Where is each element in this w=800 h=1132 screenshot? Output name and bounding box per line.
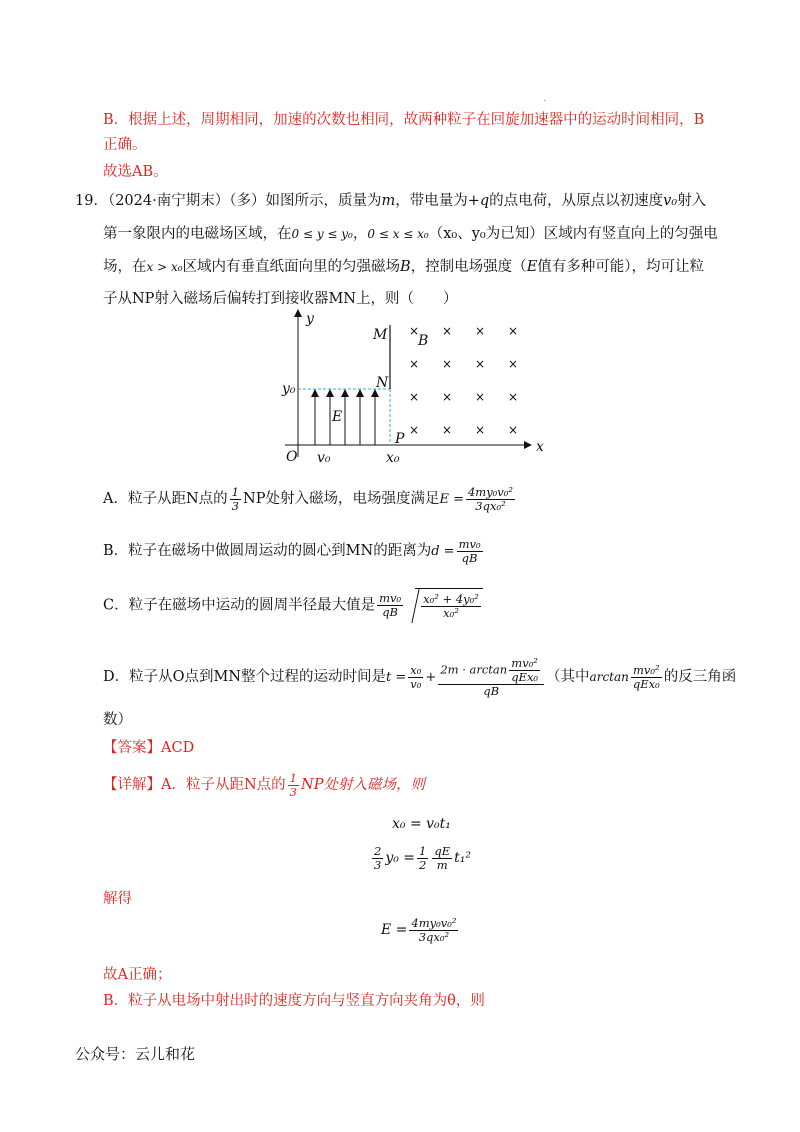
stem-line3c: ，控制电场强度（ — [410, 259, 527, 275]
frac-den: v₀ — [410, 676, 422, 691]
var-E: E — [526, 259, 538, 275]
eq2-frac-lhs — [372, 845, 383, 872]
stem-line3a: 场，在 — [103, 259, 147, 275]
var-B: B — [400, 259, 411, 275]
option-c-frac — [377, 592, 403, 619]
frac-den: 3qx₀² — [418, 929, 450, 944]
frac-den: 3 — [374, 857, 382, 872]
frac-num: x₀ — [410, 662, 422, 677]
prev-answer-line1: B．根据上述，周期相同，加速的次数也相同，故两种粒子在回旋加速器中的运动时间相同，B — [103, 112, 705, 128]
cross: × — [409, 390, 420, 404]
solve-label: 解得 — [103, 891, 132, 907]
page-mark: · — [543, 96, 547, 107]
cross: × — [409, 324, 420, 338]
frac-num: 4my₀v₀² — [467, 484, 514, 499]
stem-line3b: 区域内有垂直纸面向里的匀强磁场 — [182, 259, 401, 275]
frac-num: 1 — [231, 484, 239, 499]
cross: × — [409, 357, 420, 371]
option-a-frac — [230, 486, 241, 513]
frac-num: mv₀ — [458, 536, 481, 551]
stem-line3d: 值有多种可能），均可让粒 — [537, 259, 705, 275]
detail-b-line: B．粒子从电场中射出时的速度方向与竖直方向夹角为θ，则 — [103, 993, 485, 1009]
cross: × — [442, 423, 453, 437]
frac-den: 3 — [231, 498, 239, 513]
cond-y: 0 ≤ y ≤ y₀ — [291, 227, 353, 241]
option-d-frac1 — [408, 664, 423, 691]
stem-rest1b: 射入 — [677, 193, 707, 209]
option-b-eq-frac — [457, 538, 483, 565]
frac-den: qEx₀ — [511, 669, 539, 684]
var-v0: v₀ — [663, 193, 678, 209]
frac-num: mv₀ — [379, 591, 402, 605]
prev-answer-conclusion: 故选AB。 — [103, 164, 168, 180]
eq2-t: t₁² — [454, 850, 471, 866]
eq2-frac-half — [417, 845, 428, 872]
frac-den: qB — [483, 683, 500, 698]
frac-den: 3qx₀² — [475, 498, 506, 513]
frac-den: qB — [382, 605, 398, 619]
var-q: q — [479, 193, 490, 209]
cross: × — [475, 390, 486, 404]
question-number: 19． — [75, 193, 108, 209]
var-m: m — [381, 193, 396, 209]
option-d-frac2 — [438, 657, 544, 698]
eq2-frac-qe — [432, 845, 452, 872]
option-b-text: B．粒子在磁场中做圆周运动的圆心到MN的距离为 — [103, 543, 432, 559]
label-N: N — [376, 375, 389, 391]
detail-line-a — [103, 770, 425, 800]
cross: × — [475, 357, 486, 371]
frac-den: 3 — [289, 784, 297, 799]
label-x0: x₀ — [386, 450, 400, 466]
label-B: B — [418, 333, 429, 349]
label-E: E — [332, 409, 343, 425]
cross: × — [442, 324, 453, 338]
frac-num: mv₀² — [509, 657, 540, 671]
equation-1: x₀ = v₀t₁ — [392, 816, 451, 832]
cross: × — [442, 357, 453, 371]
option-c-text: C．粒子在磁场中运动的圆周半径最大值是 — [103, 597, 376, 614]
eq3-lhs: E = — [381, 922, 408, 938]
cross: × — [508, 390, 519, 404]
label-P: P — [395, 431, 405, 447]
cross: × — [508, 357, 519, 371]
cross: × — [508, 423, 519, 437]
question-stem-line2 — [103, 224, 718, 244]
label-M: M — [373, 327, 388, 343]
cross: × — [475, 423, 486, 437]
question-source: （2024·南宁期末）（多）如图所示，质量为 — [107, 193, 382, 209]
label-x-axis: x — [536, 439, 544, 455]
option-a — [103, 484, 517, 515]
frac-num: 1 — [289, 770, 297, 785]
frac-num: 1 — [419, 843, 427, 858]
option-d-note-b: 的反三角函 — [663, 669, 737, 685]
option-a-mid: NP处射入磁场，电场强度满足 — [243, 491, 440, 507]
option-c-sqrt — [415, 588, 483, 623]
option-d-note-arctan: arctan — [589, 670, 629, 684]
cross: × — [442, 390, 453, 404]
field-diagram — [270, 305, 560, 470]
option-b — [103, 536, 485, 567]
answer-label: 【答案】ACD — [103, 740, 195, 756]
frac-num: mv₀² — [631, 664, 662, 678]
frac-num: 2 — [374, 843, 382, 858]
detail-a-end: NP处射入磁场，则 — [301, 777, 425, 793]
equation-2 — [370, 843, 471, 873]
equation-3 — [381, 913, 460, 947]
option-a-text: A．粒子从距N点的 — [103, 491, 228, 507]
frac-den: 2 — [419, 857, 427, 872]
option-d-note-frac — [631, 664, 662, 691]
frac-num: x₀² + 4y₀² — [423, 591, 479, 606]
field-arrows — [315, 393, 375, 445]
option-d — [103, 652, 736, 703]
cross: × — [409, 423, 420, 437]
option-c — [103, 588, 483, 623]
question-stem-line1 — [75, 191, 706, 211]
frac-num — [438, 657, 544, 685]
frac2-inner — [509, 657, 540, 684]
frac-num: qE — [434, 843, 451, 858]
cond-x: 0 ≤ x ≤ x₀ — [367, 227, 429, 241]
detail-label: 【详解】 — [103, 777, 161, 793]
eq3-frac — [409, 917, 458, 944]
label-v0: v₀ — [317, 450, 331, 466]
frac-den: x₀² — [443, 605, 459, 620]
prev-answer-line2: 正确。 — [103, 137, 147, 153]
option-d-text: D．粒子从O点到MN整个过程的运动时间是 — [103, 669, 387, 685]
question-stem-line4: 子从NP射入磁场后偏转打到接收器MN上，则（ ） — [103, 291, 458, 307]
label-origin: O — [286, 449, 298, 465]
option-d-continued: 数） — [103, 712, 132, 728]
cross: × — [508, 324, 519, 338]
option-b-eq-lhs: d = — [431, 544, 455, 559]
option-d-note-a: （其中 — [546, 669, 590, 685]
charge-text: ，带电量为+ — [395, 193, 480, 209]
cond-x-gt: x > x₀ — [146, 260, 183, 274]
option-a-eq-lhs: E = — [439, 492, 464, 507]
detail-a-text: A．粒子从距N点的 — [161, 777, 286, 793]
cross: × — [475, 324, 486, 338]
option-c-sqrt-frac — [421, 593, 481, 620]
option-a-eq-frac — [466, 486, 515, 513]
a-correct: 故A正确； — [103, 967, 172, 983]
footer-wechat: 公众号：云儿和花 — [75, 1045, 196, 1063]
option-d-eq-lhs: t = — [386, 670, 407, 685]
stem-line2b: （x₀、y₀为已知）区域内有竖直向上的匀强电 — [428, 226, 718, 242]
frac-den: qEx₀ — [632, 676, 660, 691]
stem-line2a: 第一象限内的电磁场区域，在 — [103, 226, 292, 242]
label-y-axis: y — [306, 311, 314, 327]
detail-frac — [288, 772, 299, 799]
eq2-y: y₀ = — [385, 850, 416, 866]
question-stem-line3 — [103, 257, 704, 277]
frac-num: 4my₀v₀² — [411, 915, 457, 930]
frac-den: m — [436, 857, 448, 872]
frac2-num-text: 2m · arctan — [440, 662, 508, 676]
frac-den: qB — [461, 550, 478, 565]
stem-sep: ， — [352, 226, 368, 242]
label-y0: y₀ — [282, 381, 296, 397]
option-d-plus: + — [425, 670, 437, 685]
stem-rest1: 的点电荷，从原点以初速度 — [489, 193, 664, 209]
